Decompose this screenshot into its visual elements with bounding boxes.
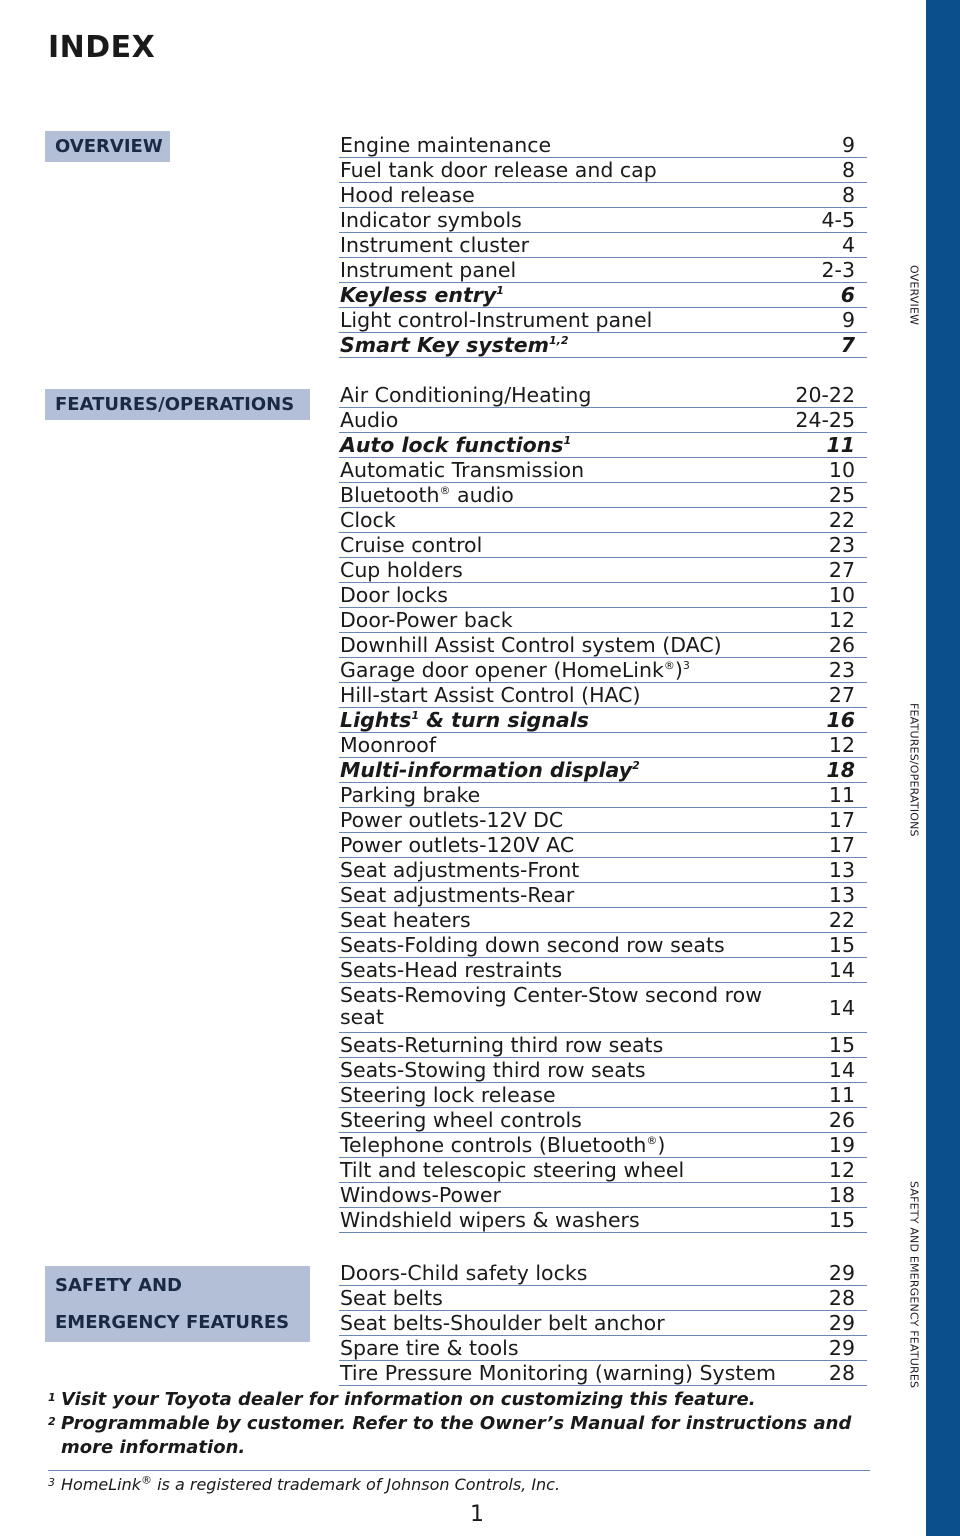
index-entry-title <box>340 133 551 157</box>
category-overview-label: OVERVIEW <box>55 136 163 157</box>
index-entry-title <box>340 758 640 782</box>
index-entry-page: 13 <box>828 883 855 907</box>
index-entry-title <box>340 833 574 857</box>
index-row <box>339 883 867 908</box>
index-entry-text: Downhill Assist Control system (DAC) <box>340 633 722 657</box>
index-entry-text: Audio <box>340 408 399 432</box>
index-row <box>339 1058 867 1083</box>
side-tab-safety[interactable] <box>926 1026 960 1536</box>
index-entry-page: 26 <box>828 1108 855 1132</box>
index-entry-text: Automatic Transmission <box>340 458 585 482</box>
index-entry-text: Parking brake <box>340 783 481 807</box>
index-entry-text: Seat adjustments-Rear <box>340 883 575 907</box>
index-entry-title <box>340 1183 501 1207</box>
index-entry-page: 22 <box>828 908 855 932</box>
index-row <box>339 133 867 158</box>
index-entry-page: 27 <box>828 558 855 582</box>
index-row <box>339 1208 867 1233</box>
index-entry-title <box>340 533 482 557</box>
index-entry-title <box>340 908 471 932</box>
superscript-marker: 1 <box>411 709 420 723</box>
index-entry-text: Moonroof <box>340 733 437 757</box>
superscript-marker: ® <box>439 484 451 498</box>
index-entry-page: 8 <box>841 158 855 182</box>
index-entry-page: 4 <box>841 233 855 257</box>
index-entry-text: Tire Pressure Monitoring (warning) System <box>340 1361 776 1385</box>
superscript-marker: 1 <box>496 284 504 298</box>
superscript-marker: 3 <box>682 659 690 673</box>
footnote-3-text-a: HomeLink <box>61 1475 142 1494</box>
index-entry-text: Door locks <box>340 583 448 607</box>
index-entry-title <box>340 333 569 357</box>
index-entry-title <box>340 1083 556 1107</box>
index-row <box>339 958 867 983</box>
footnote-1-marker: 1 <box>48 1391 56 1404</box>
index-row <box>339 1183 867 1208</box>
index-entry-title <box>340 1286 443 1310</box>
index-entry-text: Light control-Instrument panel <box>340 308 653 332</box>
index-entry-page: 28 <box>828 1361 855 1385</box>
index-entry-title <box>340 1208 640 1232</box>
index-entry-page: 17 <box>828 808 855 832</box>
features-index-list <box>339 383 867 1233</box>
index-entry-text: Steering wheel controls <box>340 1108 582 1132</box>
category-safety-emergency <box>45 1266 310 1342</box>
index-row <box>339 1083 867 1108</box>
index-row <box>339 783 867 808</box>
index-row <box>339 1108 867 1133</box>
index-entry-title <box>340 958 562 982</box>
index-entry-page: 22 <box>828 508 855 532</box>
index-entry-title <box>340 583 448 607</box>
index-entry-page: 8 <box>841 183 855 207</box>
index-entry-text: Multi-information display <box>340 758 633 782</box>
index-entry-text: Windshield wipers & washers <box>340 1208 640 1232</box>
index-entry-title <box>340 283 504 307</box>
index-entry-page: 11 <box>826 433 855 457</box>
index-entry-text: Cruise control <box>340 533 483 557</box>
index-entry-text: Smart Key system <box>340 333 550 357</box>
index-entry-page: 9 <box>841 133 855 157</box>
index-entry-text: Indicator symbols <box>340 208 522 232</box>
index-entry-text: Doors-Child safety locks <box>340 1261 588 1285</box>
index-entry-text: Steering lock release <box>340 1083 556 1107</box>
footnote-2 <box>48 1412 870 1460</box>
superscript-marker: ® <box>646 1134 658 1148</box>
side-tab-overview-label: OVERVIEW <box>907 264 921 326</box>
index-row <box>339 258 867 283</box>
superscript-marker: 2 <box>632 759 640 773</box>
footnote-3 <box>48 1470 870 1497</box>
index-entry-title <box>340 408 398 432</box>
index-entry-title <box>340 508 396 532</box>
index-entry-page: 25 <box>828 483 855 507</box>
index-row <box>339 1311 867 1336</box>
footnote-3-marker: 3 <box>48 1476 55 1489</box>
index-entry-title <box>340 183 475 207</box>
index-entry-text: Spare tire & tools <box>340 1336 519 1360</box>
index-entry-text: Power outlets-12V DC <box>340 808 564 832</box>
index-row <box>339 183 867 208</box>
index-row <box>339 158 867 183</box>
index-entry-text: Seats-Returning third row seats <box>340 1033 664 1057</box>
index-row <box>339 433 867 458</box>
index-entry-page: 23 <box>828 533 855 557</box>
index-entry-title <box>340 483 514 507</box>
index-row <box>339 758 867 783</box>
index-row <box>339 1033 867 1058</box>
superscript-marker: ® <box>663 659 675 673</box>
index-entry-text: Seats-Head restraints <box>340 958 563 982</box>
index-row <box>339 683 867 708</box>
index-entry-page: 19 <box>828 1133 855 1157</box>
side-tab-safety-label: SAFETY AND EMERGENCY FEATURES <box>907 1181 921 1389</box>
category-overview <box>45 131 170 162</box>
index-entry-text: Bluetooth <box>340 483 440 507</box>
footnote-1-text: Visit your Toyota dealer for information on customizing this feature. <box>61 1389 756 1410</box>
index-entry-title <box>340 1361 776 1385</box>
index-entry-page: 11 <box>828 783 855 807</box>
index-row <box>339 1336 867 1361</box>
index-row <box>339 558 867 583</box>
index-entry-page: 18 <box>828 1183 855 1207</box>
index-row <box>339 383 867 408</box>
index-entry-title <box>340 1336 519 1360</box>
index-entry-title <box>340 208 522 232</box>
index-row <box>339 808 867 833</box>
index-entry-title <box>340 708 589 732</box>
index-entry-text: Seat heaters <box>340 908 471 932</box>
index-entry-text: audio <box>450 483 514 507</box>
index-entry-text: Telephone controls (Bluetooth <box>340 1133 647 1157</box>
index-entry-title <box>340 633 722 657</box>
index-entry-title <box>340 158 657 182</box>
overview-index-list <box>339 133 867 358</box>
index-row <box>339 833 867 858</box>
index-entry-page: 12 <box>828 1158 855 1182</box>
index-row <box>339 858 867 883</box>
index-entry-title <box>340 858 579 882</box>
index-row <box>339 1286 867 1311</box>
footnote-2-marker: 2 <box>48 1415 56 1428</box>
index-row <box>339 933 867 958</box>
index-row <box>339 458 867 483</box>
index-entry-text: Seats-Folding down second row seats <box>340 933 725 957</box>
index-row <box>339 333 867 358</box>
page-title: INDEX <box>48 30 156 65</box>
index-entry-page: 14 <box>828 958 855 982</box>
index-row <box>339 1133 867 1158</box>
index-entry-text: Hill-start Assist Control (HAC) <box>340 683 641 707</box>
index-row <box>339 633 867 658</box>
index-entry-title <box>340 233 529 257</box>
index-row <box>339 708 867 733</box>
footnote-3-registered-mark: ® <box>141 1473 153 1487</box>
index-entry-page: 24-25 <box>795 408 855 432</box>
index-entry-text: Seats-Removing Center-Stow second row seat <box>340 983 762 1029</box>
category-features-operations <box>45 389 310 420</box>
index-entry-text: ) <box>674 658 683 682</box>
safety-index-list <box>339 1261 867 1386</box>
category-safety-label-line1: SAFETY AND <box>55 1275 183 1296</box>
index-entry-title <box>340 1158 684 1182</box>
superscript-marker: 1 <box>563 434 572 448</box>
index-entry-title <box>340 458 584 482</box>
index-entry-page: 26 <box>828 633 855 657</box>
index-entry-page: 10 <box>828 583 855 607</box>
index-entry-text: Hood release <box>340 183 475 207</box>
category-features-label: FEATURES/OPERATIONS <box>55 394 295 415</box>
index-entry-page: 2-3 <box>821 258 855 282</box>
index-row <box>339 608 867 633</box>
index-entry-page: 15 <box>828 1033 855 1057</box>
footnotes <box>48 1388 870 1497</box>
side-tab-features[interactable] <box>926 517 960 1014</box>
index-entry-text: Instrument panel <box>340 258 517 282</box>
index-row <box>339 983 867 1033</box>
index-row <box>339 508 867 533</box>
index-entry-page: 14 <box>828 996 855 1020</box>
index-entry-title <box>340 1033 663 1057</box>
index-row <box>339 408 867 433</box>
index-entry-text: Seat belts-Shoulder belt anchor <box>340 1311 665 1335</box>
index-entry-title <box>340 1058 646 1082</box>
index-entry-page: 15 <box>828 933 855 957</box>
index-entry-text: Clock <box>340 508 396 532</box>
index-entry-title <box>340 433 571 457</box>
index-entry-title <box>340 308 652 332</box>
index-row <box>339 1361 867 1386</box>
index-entry-page: 11 <box>828 1083 855 1107</box>
index-entry-text: ) <box>657 1133 666 1157</box>
index-entry-text: & turn signals <box>419 708 589 732</box>
superscript-marker: 1,2 <box>549 334 569 348</box>
index-entry-text: Instrument cluster <box>340 233 530 257</box>
index-entry-title <box>340 683 640 707</box>
index-entry-page: 29 <box>828 1261 855 1285</box>
index-entry-page: 20-22 <box>795 383 855 407</box>
index-row <box>339 533 867 558</box>
index-entry-text: Windows-Power <box>340 1183 501 1207</box>
index-entry-page: 10 <box>828 458 855 482</box>
index-entry-page: 29 <box>828 1311 855 1335</box>
index-entry-title <box>340 383 591 407</box>
side-tab-overview[interactable] <box>926 0 960 505</box>
index-entry-text: Cup holders <box>340 558 463 582</box>
index-entry-title <box>340 1133 665 1157</box>
footnote-1 <box>48 1388 870 1412</box>
index-entry-text: Lights <box>340 708 412 732</box>
index-entry-text: Keyless entry <box>340 283 497 307</box>
index-entry-text: Door-Power back <box>340 608 513 632</box>
index-entry-title <box>340 608 513 632</box>
index-entry-page: 23 <box>828 658 855 682</box>
index-entry-text: Seat adjustments-Front <box>340 858 580 882</box>
index-entry-page: 29 <box>828 1336 855 1360</box>
index-entry-title <box>340 658 690 682</box>
index-entry-page: 9 <box>841 308 855 332</box>
index-entry-page: 6 <box>840 283 855 307</box>
index-entry-title <box>340 783 480 807</box>
index-entry-title <box>340 558 463 582</box>
index-entry-text: Engine maintenance <box>340 133 552 157</box>
index-entry-page: 16 <box>826 708 855 732</box>
index-entry-page: 4-5 <box>821 208 855 232</box>
index-entry-page: 12 <box>828 733 855 757</box>
index-entry-title <box>340 258 516 282</box>
index-entry-text: Air Conditioning/Heating <box>340 383 592 407</box>
index-entry-title <box>340 933 725 957</box>
index-entry-text: Tilt and telescopic steering wheel <box>340 1158 685 1182</box>
side-tab-features-label: FEATURES/OPERATIONS <box>907 703 921 837</box>
index-entry-page: 13 <box>828 858 855 882</box>
index-entry-text: Auto lock functions <box>340 433 564 457</box>
index-entry-text: Garage door opener (HomeLink <box>340 658 664 682</box>
index-entry-title <box>340 1261 587 1285</box>
index-entry-page: 15 <box>828 1208 855 1232</box>
index-row <box>339 658 867 683</box>
index-row <box>339 308 867 333</box>
index-entry-page: 27 <box>828 683 855 707</box>
index-row <box>339 908 867 933</box>
index-row <box>339 208 867 233</box>
index-row <box>339 733 867 758</box>
index-row <box>339 1261 867 1286</box>
index-entry-title <box>340 883 574 907</box>
index-entry-page: 12 <box>828 608 855 632</box>
index-entry-text: Seat belts <box>340 1286 443 1310</box>
index-entry-title <box>340 1108 582 1132</box>
index-entry-page: 17 <box>828 833 855 857</box>
index-entry-page: 28 <box>828 1286 855 1310</box>
index-row <box>339 1158 867 1183</box>
index-entry-title <box>340 984 790 1028</box>
index-entry-page: 14 <box>828 1058 855 1082</box>
index-entry-page: 7 <box>840 333 855 357</box>
page-number: 1 <box>470 1502 484 1527</box>
index-entry-title <box>340 808 563 832</box>
index-row <box>339 483 867 508</box>
footnote-3-text-b: is a registered trademark of Johnson Controls, Inc. <box>152 1475 561 1494</box>
index-row <box>339 233 867 258</box>
index-entry-text: Seats-Stowing third row seats <box>340 1058 646 1082</box>
index-entry-text: Power outlets-120V AC <box>340 833 575 857</box>
index-row <box>339 583 867 608</box>
index-entry-text: Fuel tank door release and cap <box>340 158 657 182</box>
footnote-2-text: Programmable by customer. Refer to the Owner’s Manual for instructions and more information. <box>61 1413 852 1458</box>
index-entry-title <box>340 733 436 757</box>
category-safety-label-line2: EMERGENCY FEATURES <box>55 1312 290 1333</box>
index-entry-title <box>340 1311 665 1335</box>
index-row <box>339 283 867 308</box>
index-entry-page: 18 <box>826 758 855 782</box>
